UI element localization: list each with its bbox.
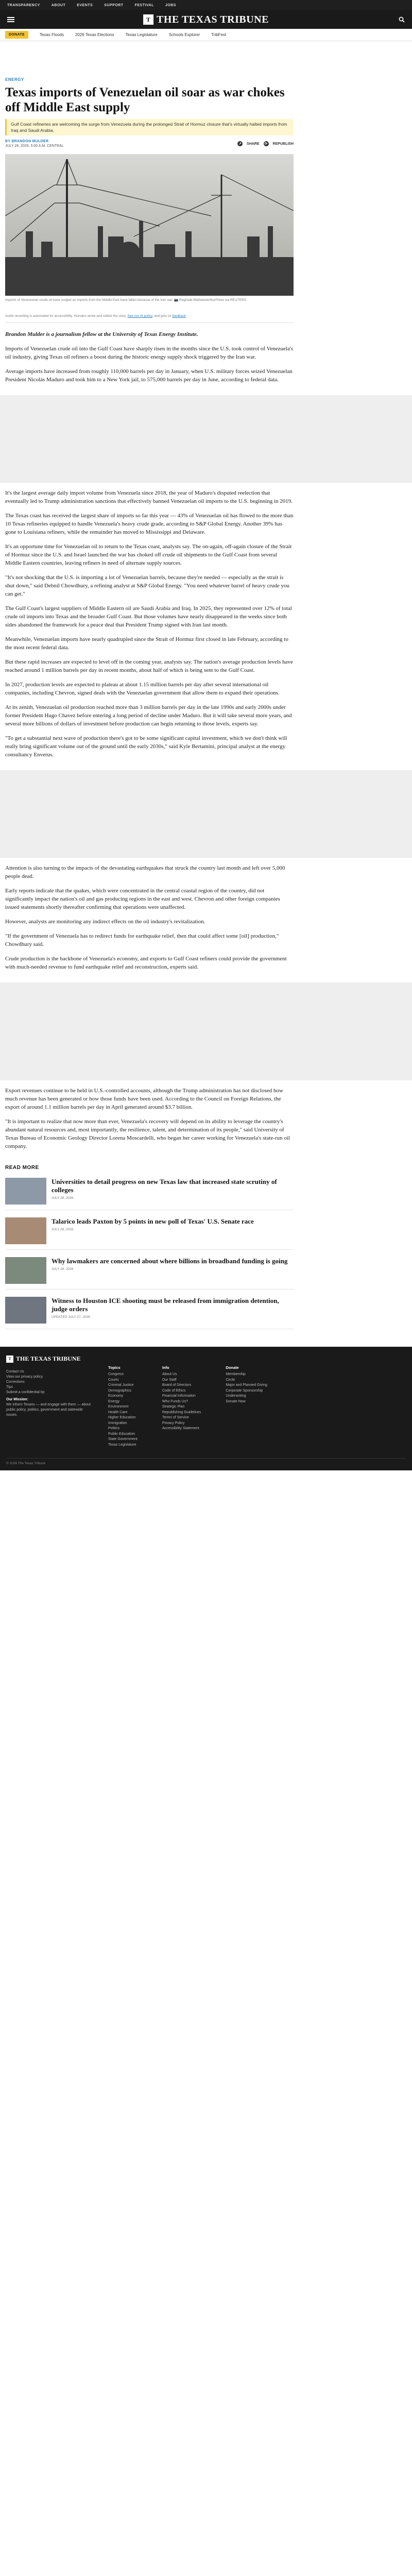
footer-link[interactable]: Energy: [108, 1399, 120, 1403]
footer-link[interactable]: Courts: [108, 1378, 119, 1382]
utility-link[interactable]: ABOUT: [51, 3, 66, 7]
footer-link[interactable]: Higher Education: [108, 1416, 136, 1419]
read-more-date: JULY 28, 2026: [52, 1267, 74, 1271]
ad-slot[interactable]: [0, 395, 412, 483]
camera-icon: 📷: [174, 298, 179, 302]
paragraph: Early reports indicate that the quakes, which were concentrated in the central coastal region of the country, did not significantly impact the nation's oil and gas producing regions in the east and west. Chevron and other foreign companies issued statements shortly thereafter confirming that operations were unaffected.: [5, 888, 280, 910]
caption-credit: Reginald Mathalone/NurPhoto via REUTERS: [179, 298, 247, 302]
paragraph: "To get a substantial next wave of production there's got to be some significant capital investment, which we don't think will really bring significant volume out of the ground until the early 2030s," said Kyle Bertamini, principal analyst at the energy consultancy Enverus.: [5, 735, 287, 758]
site-footer: [0, 1347, 412, 1470]
article-body: [5, 489, 294, 759]
article-kicker[interactable]: ENERGY: [5, 77, 24, 82]
article-dek: Gulf Coast refineries are welcoming the surge from Venezuela during the prolonged Strait of Hormuz closure that's virtually halted imports from Iraq and Saudi Arabia.: [5, 119, 294, 135]
article: [0, 77, 412, 1470]
footer-link[interactable]: Corporate Sponsorship: [226, 1388, 263, 1393]
paragraph: Average imports have increased from roughly 110,000 barrels per day in January, when U.S. military forces seized Venezuelan President Nicolás Maduro and took him to a New York jail, to 575,000 barrels per day in June, according to federal data.: [5, 368, 293, 383]
ad-slot[interactable]: [0, 770, 412, 858]
footer-link[interactable]: Our Staff: [162, 1378, 177, 1382]
footer-column-heading: Topics: [108, 1365, 121, 1370]
article-title: Texas imports of Venezuelan oil soar as war chokes off Middle East supply: [5, 86, 285, 114]
read-more-title[interactable]: Universities to detail progress on new Texas law that increased state scrutiny of colleges: [52, 1178, 277, 1194]
footer-column-heading: Donate: [226, 1365, 239, 1370]
paragraph: The Gulf Coast's largest suppliers of Middle Eastern oil are Saudi Arabia and Iraq. In 2025, they represented over 12% of total crude oil imports into Texas and the broader Gulf Coast. But those volumes have nearly disappeared in the weeks since both sides abandoned the framework for a peace deal that President Trump signed with Iran last month.: [5, 605, 292, 628]
footer-link[interactable]: Financial Information: [162, 1394, 196, 1398]
masthead: [0, 10, 412, 29]
footer-link[interactable]: State Government: [108, 1437, 138, 1441]
article-body: [5, 864, 294, 971]
footer-link[interactable]: Donate Now: [226, 1399, 246, 1403]
footer-link[interactable]: Code of Ethics: [162, 1388, 186, 1393]
footer-link[interactable]: About Us: [162, 1372, 177, 1376]
menu-icon[interactable]: [7, 17, 14, 22]
search-icon[interactable]: [399, 16, 405, 23]
read-more-item[interactable]: [5, 1257, 294, 1290]
share-tools: [237, 141, 294, 146]
paragraph: The Texas coast has received the largest share of imports so far this year — 43% of Venezuelan oil has flowed to the more than 10 Texas refineries equipped to handle Venezuela's heavy crude grade, according to S&P Global Energy. Another 39% has gone to Louisiana refiners, while the remainder has moved to Mississippi and Delaware.: [5, 513, 294, 535]
paragraph: Export revenues continue to be held in U.S.-controlled accounts, although the Trump administration has not disclosed how much revenue has been generated or how those funds have been used. According to the Council on Foreign Relations, the export of around 1.1 million barrels per day in April generated around $3.7 billion.: [5, 1088, 283, 1110]
read-more-thumbnail[interactable]: [5, 1217, 46, 1244]
utility-link[interactable]: EVENTS: [77, 3, 93, 7]
nav-item[interactable]: Texas Legislature: [125, 32, 158, 37]
paragraph: It's the largest average daily import volume from Venezuela since 2018, the year of Maduro's disputed reelection that eventually led to Trump administration sanctions that effectively banned Venezuelan oil imports to the U.S. beginning in 2019.: [5, 490, 293, 504]
photo-caption: [5, 298, 294, 302]
footer-link[interactable]: Criminal Justice: [108, 1383, 134, 1387]
footer-logo[interactable]: [6, 1355, 81, 1363]
site-logo[interactable]: [143, 14, 269, 26]
footer-link[interactable]: Board of Directors: [162, 1383, 192, 1387]
paragraph: Meanwhile, Venezuelan imports have nearly quadrupled since the Strait of Hormuz first closed in late February, according to the most recent federal data.: [5, 636, 288, 651]
paragraph: Imports of Venezuelan crude oil into the Gulf Coast have sharply risen in the months since the U.S. took control of Venezuela's oil industry, giving Texas oil refiners a boost during the historic energy supply shock triggered by the Iran war.: [5, 346, 294, 360]
nav-item[interactable]: Texas Floods: [39, 32, 64, 37]
paragraph: "It's not shocking that the U.S. is importing a lot of Venezuelan barrels, because they're needed — especially as the strait is shut down," said Debnil Chowdhury, a refining analyst at S&P Global Energy. "You need whatever barrel of heavy crude you can get.": [5, 574, 290, 597]
share-icon[interactable]: ↗: [237, 141, 243, 146]
read-more-item[interactable]: [5, 1178, 294, 1210]
footer-link[interactable]: Demographics: [108, 1388, 132, 1393]
paragraph: "If the government of Venezuela has to redirect funds for earthquake relief, then that could affect some [oil] production," Chowdhury said.: [5, 933, 279, 947]
footer-link[interactable]: Immigration: [108, 1421, 127, 1425]
footer-link[interactable]: Congress: [108, 1372, 124, 1376]
footer-link[interactable]: Health Care: [108, 1410, 128, 1414]
article-body: [5, 1087, 294, 1150]
nav-item[interactable]: TribFest: [211, 32, 227, 37]
paragraph: At its zenith, Venezuelan oil production reached more than 3 million barrels per day in the late 1990s and early 2000s under former President Hugo Chavez before entering a long period of decline under Maduro. But it will take several more years, and several more billions of dollars of investment before production can begin returning to those levels, experts say.: [5, 704, 292, 727]
publish-date: JULY 28, 2026, 5:00 A.M. CENTRAL: [5, 144, 64, 148]
footer-contact: [6, 1369, 94, 1418]
footer-site-name: THE TEXAS TRIBUNE: [16, 1355, 81, 1362]
site-name: THE TEXAS TRIBUNE: [157, 13, 269, 25]
footer-link[interactable]: Major and Planned Giving: [226, 1383, 267, 1387]
read-more-item[interactable]: [5, 1217, 294, 1250]
byline[interactable]: BY BRANDON MULDER: [5, 140, 49, 143]
author-bio: Brandon Mulder is a journalism fellow at the University of Texas Energy Institute.: [5, 331, 198, 337]
nav-item[interactable]: 2026 Texas Elections: [75, 32, 114, 37]
section-nav: [0, 29, 412, 41]
paragraph: It's an opportune time for Venezuelan oil to return to the Texas coast, analysts say. The on-again, off-again closure of the Strait of Hormuz since the U.S. and Israel launched the war has choked off crude oil shipments to the Gulf Coast from several Middle Eastern countries, leaving refiners in need of alternate supply sources.: [5, 544, 292, 566]
footer-bottom: [6, 1458, 406, 1465]
footer-link[interactable]: Who Funds Us?: [162, 1399, 188, 1403]
footer-link[interactable]: Underwriting: [226, 1394, 246, 1398]
read-more-item[interactable]: [5, 1297, 294, 1329]
footer-column: [108, 1365, 138, 1448]
utility-link[interactable]: JOBS: [165, 3, 176, 7]
footer-link[interactable]: Circle: [226, 1378, 235, 1382]
byline-row: [5, 140, 294, 148]
utility-bar: [0, 0, 412, 10]
footer-link[interactable]: Contact Us: [6, 1370, 24, 1374]
footer-column-heading: Info: [162, 1365, 169, 1370]
audio-note-join: , and give us: [152, 314, 171, 318]
paragraph: In 2027, production levels are expected to plateau at about 1.15 million barrels per day after several international oil companies, including Chevron, signed deals with the Venezuelan government that allow them to expand their operations.: [5, 682, 280, 696]
footer-column: [226, 1365, 267, 1448]
paragraph: But these rapid increases are expected to level off in the coming year, analysts say. The nation's average production levels have reached around 1 million barrels per day in recent months, about half of which is being sent to the Gulf Coast.: [5, 659, 293, 673]
audio-note-text: Audio recording is automated for accessibility. Humans wrote and edited the story.: [5, 314, 127, 318]
footer-column: [162, 1365, 201, 1448]
read-more-thumbnail[interactable]: [5, 1297, 46, 1324]
hero-image: [5, 154, 294, 296]
footer-link[interactable]: Republishing Guidelines: [162, 1410, 201, 1414]
ai-policy-link[interactable]: See our AI policy: [127, 314, 152, 318]
caption-text: Imports of Venezuelan crude oil have surged as imports from the Middle East have fallen because of the Iran war.: [5, 298, 174, 302]
footer-link[interactable]: Strategic Plan: [162, 1405, 185, 1409]
read-more-date: JULY 28, 2026: [52, 1228, 74, 1231]
footer-link[interactable]: Terms of Service: [162, 1416, 189, 1419]
refinery-photo: [5, 154, 294, 296]
footer-link[interactable]: Politics: [108, 1427, 120, 1430]
read-more-title[interactable]: Witness to Houston ICE shooting must be released from immigration detention, judge orders: [52, 1297, 279, 1313]
footer-link[interactable]: Environment: [108, 1405, 129, 1409]
read-more-date: UPDATED JULY 27, 2026: [52, 1315, 90, 1319]
nav-item[interactable]: Schools Explorer: [168, 32, 200, 37]
read-more-thumbnail[interactable]: [5, 1257, 46, 1284]
republish-label[interactable]: REPUBLISH: [272, 142, 294, 146]
article-body: [5, 345, 294, 384]
footer-link[interactable]: Economy: [108, 1394, 124, 1398]
audio-note: Audio recording is automated for accessibility. Humans wrote and edited the story. See our AI policy, and give us feedback.: [5, 314, 294, 323]
mission-text: We inform Texans — and engage with them — about public policy, politics, government and statewide issues.: [6, 1403, 91, 1417]
utility-link[interactable]: FESTIVAL: [134, 3, 154, 7]
republish-icon[interactable]: ⟳: [264, 141, 269, 146]
logo-mark: T: [143, 14, 153, 25]
read-more-title[interactable]: Why lawmakers are concerned about where billions in broadband funding is going: [52, 1257, 288, 1265]
footer-link[interactable]: Privacy Policy: [162, 1421, 185, 1425]
footer-link[interactable]: Public Education: [108, 1432, 135, 1436]
footer-link[interactable]: View our privacy policy: [6, 1375, 43, 1379]
paragraph: Crude production is the backbone of Venezuela's economy, and exports to Gulf Coast refiners could provide the government with much-needed revenue to fund earthquake relief and reconstruction, experts said.: [5, 956, 287, 970]
paragraph: However, analysts are monitoring any indirect effects on the oil industry's revitalization.: [5, 919, 205, 925]
footer-link[interactable]: Texas Legislature: [108, 1443, 136, 1447]
utility-link[interactable]: TRANSPARENCY: [7, 3, 40, 7]
read-more-date: JULY 28, 2026: [52, 1196, 74, 1200]
donate-button[interactable]: DONATE: [5, 31, 28, 39]
footer-link[interactable]: Tips: [6, 1385, 13, 1389]
utility-link[interactable]: SUPPORT: [104, 3, 124, 7]
mission-heading: Our Mission:: [6, 1398, 28, 1401]
read-more-title[interactable]: Talarico leads Paxton by 5 points in new poll of Texas' U.S. Senate race: [52, 1217, 254, 1225]
footer-columns: [108, 1365, 267, 1448]
read-more-thumbnail[interactable]: [5, 1178, 46, 1205]
feedback-link[interactable]: feedback: [172, 314, 186, 318]
ad-slot[interactable]: [0, 982, 412, 1080]
read-more-heading: READ MORE: [5, 1165, 39, 1171]
logo-mark: T: [6, 1355, 13, 1363]
footer-link[interactable]: Accessibility Statement: [162, 1427, 199, 1430]
copyright: © 2026 The Texas Tribune: [6, 1462, 46, 1465]
share-label[interactable]: SHARE: [247, 142, 260, 146]
footer-link[interactable]: Submit a confidential tip: [6, 1391, 45, 1394]
footer-link[interactable]: Corrections: [6, 1380, 25, 1384]
paragraph: Attention is also turning to the impacts of the devastating earthquakes that struck the country last month and left over 5,000 people dead.: [5, 865, 285, 879]
footer-link[interactable]: Membership: [226, 1372, 246, 1376]
paragraph: "It is important to realize that now more than ever, Venezuela's recovery will depend on its ability to leverage the country's abundant natural resources and, most importantly, the resilience, talent, and determination of its people," said University of Texas Bureau of Economic Geology Director Lorena Moscardelli, who began her career working for Venezuela's state-run oil company.: [5, 1118, 290, 1149]
read-more: [5, 1165, 294, 1329]
